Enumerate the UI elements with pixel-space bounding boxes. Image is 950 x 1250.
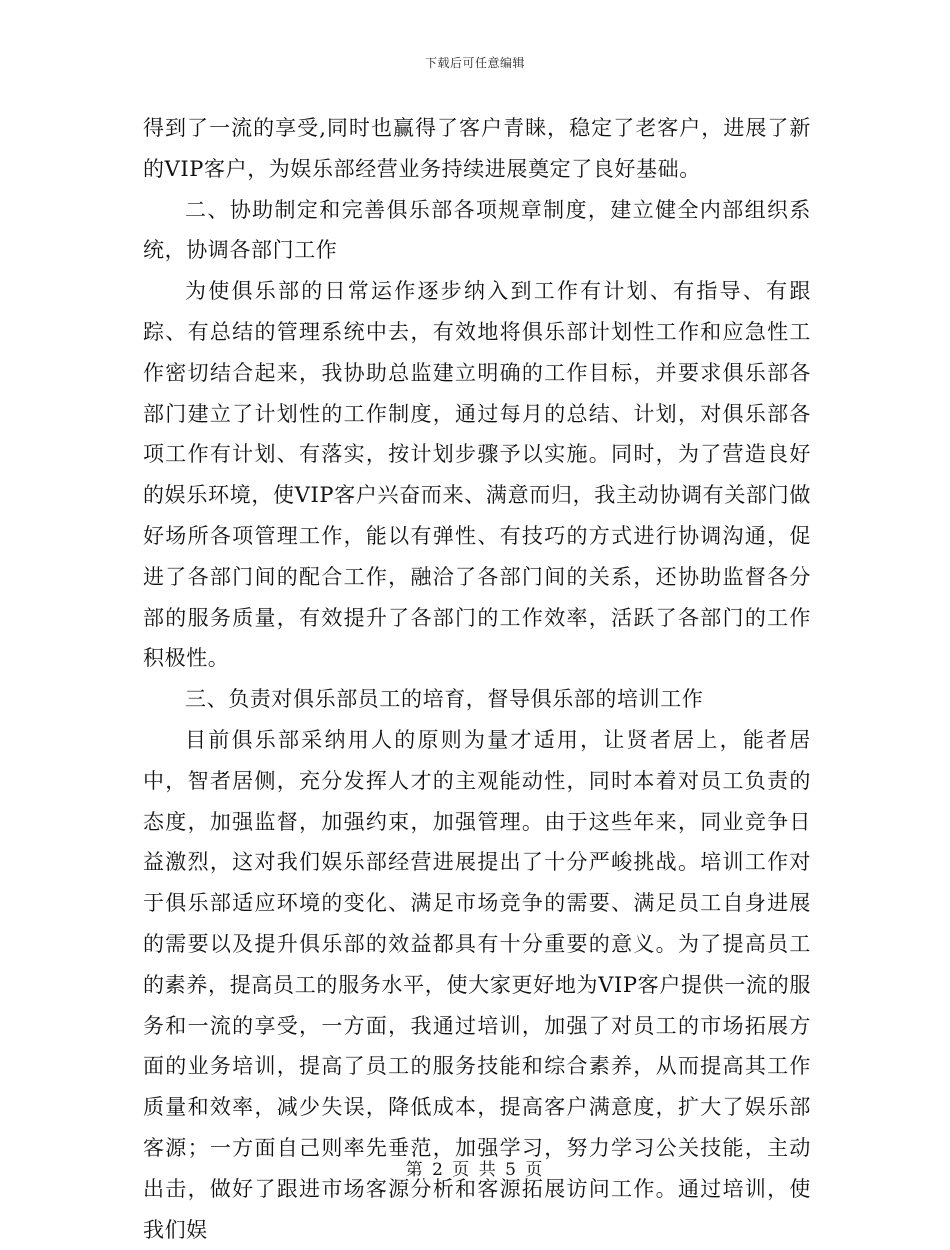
paragraph-continuation: 得到了一流的享受,同时也赢得了客户青睐，稳定了老客户，进展了新的VIP客户，为娱乐部经营业务持续进展奠定了良好基础。 [143,116,811,181]
section-heading-3: 三、负责对俱乐部员工的培育，督导俱乐部的培训工作 [185,687,704,712]
document-body [143,108,811,1250]
page-header: 下载后可任意编辑 [424,56,525,70]
page-footer: 第 2 页 共 5 页 [405,1160,545,1180]
paragraph-training: 目前俱乐部采纳用人的原则为量才适用，让贤者居上，能者居中，智者居侧，充分发挥人才的主观能动性，同时本着对员工负责的态度，加强监督，加强约束，加强管理。由于这些年来，同业竞争日益激烈，这对我们娱乐部经营进展提出了十分严峻挑战。培训工作对于俱乐部适应环境的变化、满足市场竞争的需要、满足员工自身进展的需要以及提升俱乐部的效益都具有十分重要的意义。为了提高员工的素养，提高员工的服务水平，使大家更好地为VIP客户提供一流的服务和一流的享受，一方面，我通过培训，加强了对员工的市场拓展方面的业务培训，提高了员工的服务技能和综合素养，从而提高其工作质量和效率，减少失误，降低成本，提高客户满意度，扩大了娱乐部客源；一方面自己则率先垂范，加强学习，努力学习公关技能，主动出击，做好了跟进市场客源分析和客源拓展访问工作。通过培训，使我们娱 [143,727,811,1242]
section-heading-2: 二、协助制定和完善俱乐部各项规章制度，建立健全内部组织系统，协调各部门工作 [143,197,811,263]
paragraph-coordination: 为使俱乐部的日常运作逐步纳入到工作有计划、有指导、有跟踪、有总结的管理系统中去，有效地将俱乐部计划性工作和应急性工作密切结合起来，我协助总监建立明确的工作目标，并要求俱乐部各部门建立了计划性的工作制度，通过每月的总结、计划，对俱乐部各项工作有计划、有落实，按计划步骤予以实施。同时，为了营造良好的娱乐环境，使VIP客户兴奋而来、满意而归，我主动协调有关部门做好场所各项管理工作，能以有弹性、有技巧的方式进行协调沟通，促进了各部门间的配合工作，融洽了各部门间的关系，还协助监督各分部的服务质量，有效提升了各部门的工作效率，活跃了各部门的工作积极性。 [143,279,811,671]
